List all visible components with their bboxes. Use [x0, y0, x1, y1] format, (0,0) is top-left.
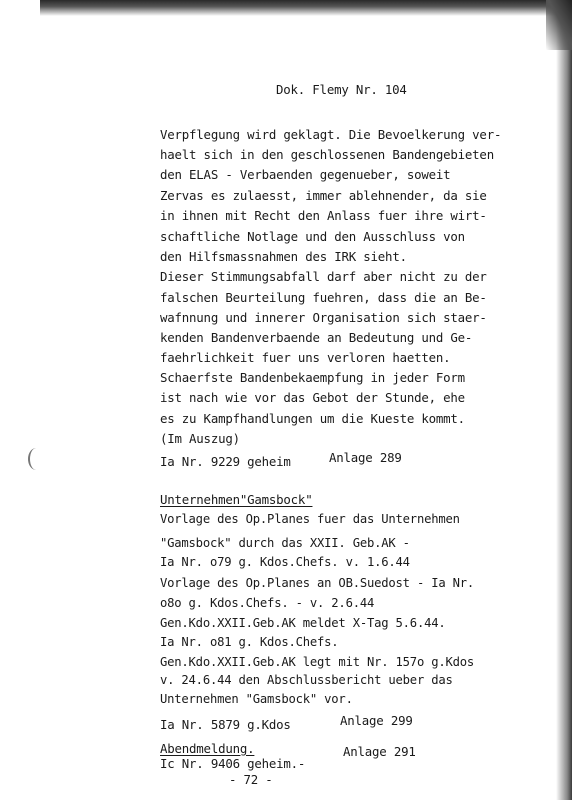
body-line: Schaerfste Bandenbekaempfung in jeder Form	[160, 370, 465, 385]
annex-label: Anlage 291	[343, 744, 416, 759]
reference-number: Ia Nr. 5879 g.Kdos	[160, 717, 291, 732]
section-line: Gen.Kdo.XXII.Geb.AK legt mit Nr. 157o g.Kdos	[160, 655, 475, 669]
section-line: Unternehmen "Gamsbock" vor.	[160, 692, 353, 706]
section-line: o8o g. Kdos.Chefs. - v. 2.6.44	[160, 596, 375, 610]
body-line: es zu Kampfhandlungen um die Kueste kommt.	[160, 411, 465, 426]
body-line: kenden Bandenverbaende an Bedeutung und Ge-	[160, 330, 473, 345]
section-line: Ia Nr. o79 g. Kdos.Chefs. v. 1.6.44	[160, 555, 410, 569]
body-line: (Im Auszug)	[160, 431, 240, 446]
scan-top-shadow	[40, 0, 572, 16]
annex-label: Anlage 299	[340, 713, 413, 728]
body-line: den ELAS - Verbaenden gegenueber, soweit	[160, 167, 451, 182]
punch-hole-mark	[28, 448, 44, 470]
section-line: v. 24.6.44 den Abschlussbericht ueber das	[160, 673, 453, 687]
section-line: "Gamsbock" durch das XXII. Geb.AK -	[160, 536, 410, 550]
annex-label: Anlage 289	[329, 450, 402, 465]
section-line: Ia Nr. o81 g. Kdos.Chefs.	[160, 635, 339, 649]
reference-number: Ia Nr. 9229 geheim	[160, 454, 291, 469]
body-line: faehrlichkeit fuer uns verloren haetten.	[160, 350, 451, 365]
section-line: Gen.Kdo.XXII.Geb.AK meldet X-Tag 5.6.44.	[160, 616, 446, 630]
body-line: falschen Beurteilung fuehren, dass die an Be-	[160, 290, 487, 305]
section-line: Vorlage des Op.Planes an OB.Suedost - Ia Nr.	[160, 576, 475, 590]
body-line: in ihnen mit Recht den Anlass fuer ihre wirt-	[160, 208, 487, 223]
body-line: schaftliche Notlage und den Ausschluss von	[160, 229, 465, 244]
body-line: ist nach wie vor das Gebot der Stunde, ehe	[160, 390, 465, 405]
evening-report-heading: Abendmeldung.	[160, 741, 255, 756]
body-line: den Hilfsmassnahmen des IRK sieht.	[160, 249, 407, 264]
body-line: haelt sich in den geschlossenen Bandengebieten	[160, 147, 494, 162]
body-line: wafnnung und innerer Organisation sich staer-	[160, 310, 487, 325]
scan-corner-shadow	[546, 0, 572, 50]
body-line: Verpflegung wird geklagt. Die Bevoelkerung ver-	[160, 127, 502, 142]
page-number: - 72 -	[229, 772, 273, 787]
scan-right-shadow	[556, 0, 572, 800]
section-line: Vorlage des Op.Planes fuer das Unternehmen	[160, 512, 460, 526]
reference-number: Ic Nr. 9406 geheim.-	[160, 756, 306, 771]
section-heading: Unternehmen"Gamsbock"	[160, 492, 313, 507]
body-line: Zervas es zulaesst, immer ablehnender, da sie	[160, 188, 487, 203]
body-line: Dieser Stimmungsabfall darf aber nicht zu der	[160, 269, 487, 284]
document-reference: Dok. Flemy Nr. 104	[276, 82, 407, 97]
